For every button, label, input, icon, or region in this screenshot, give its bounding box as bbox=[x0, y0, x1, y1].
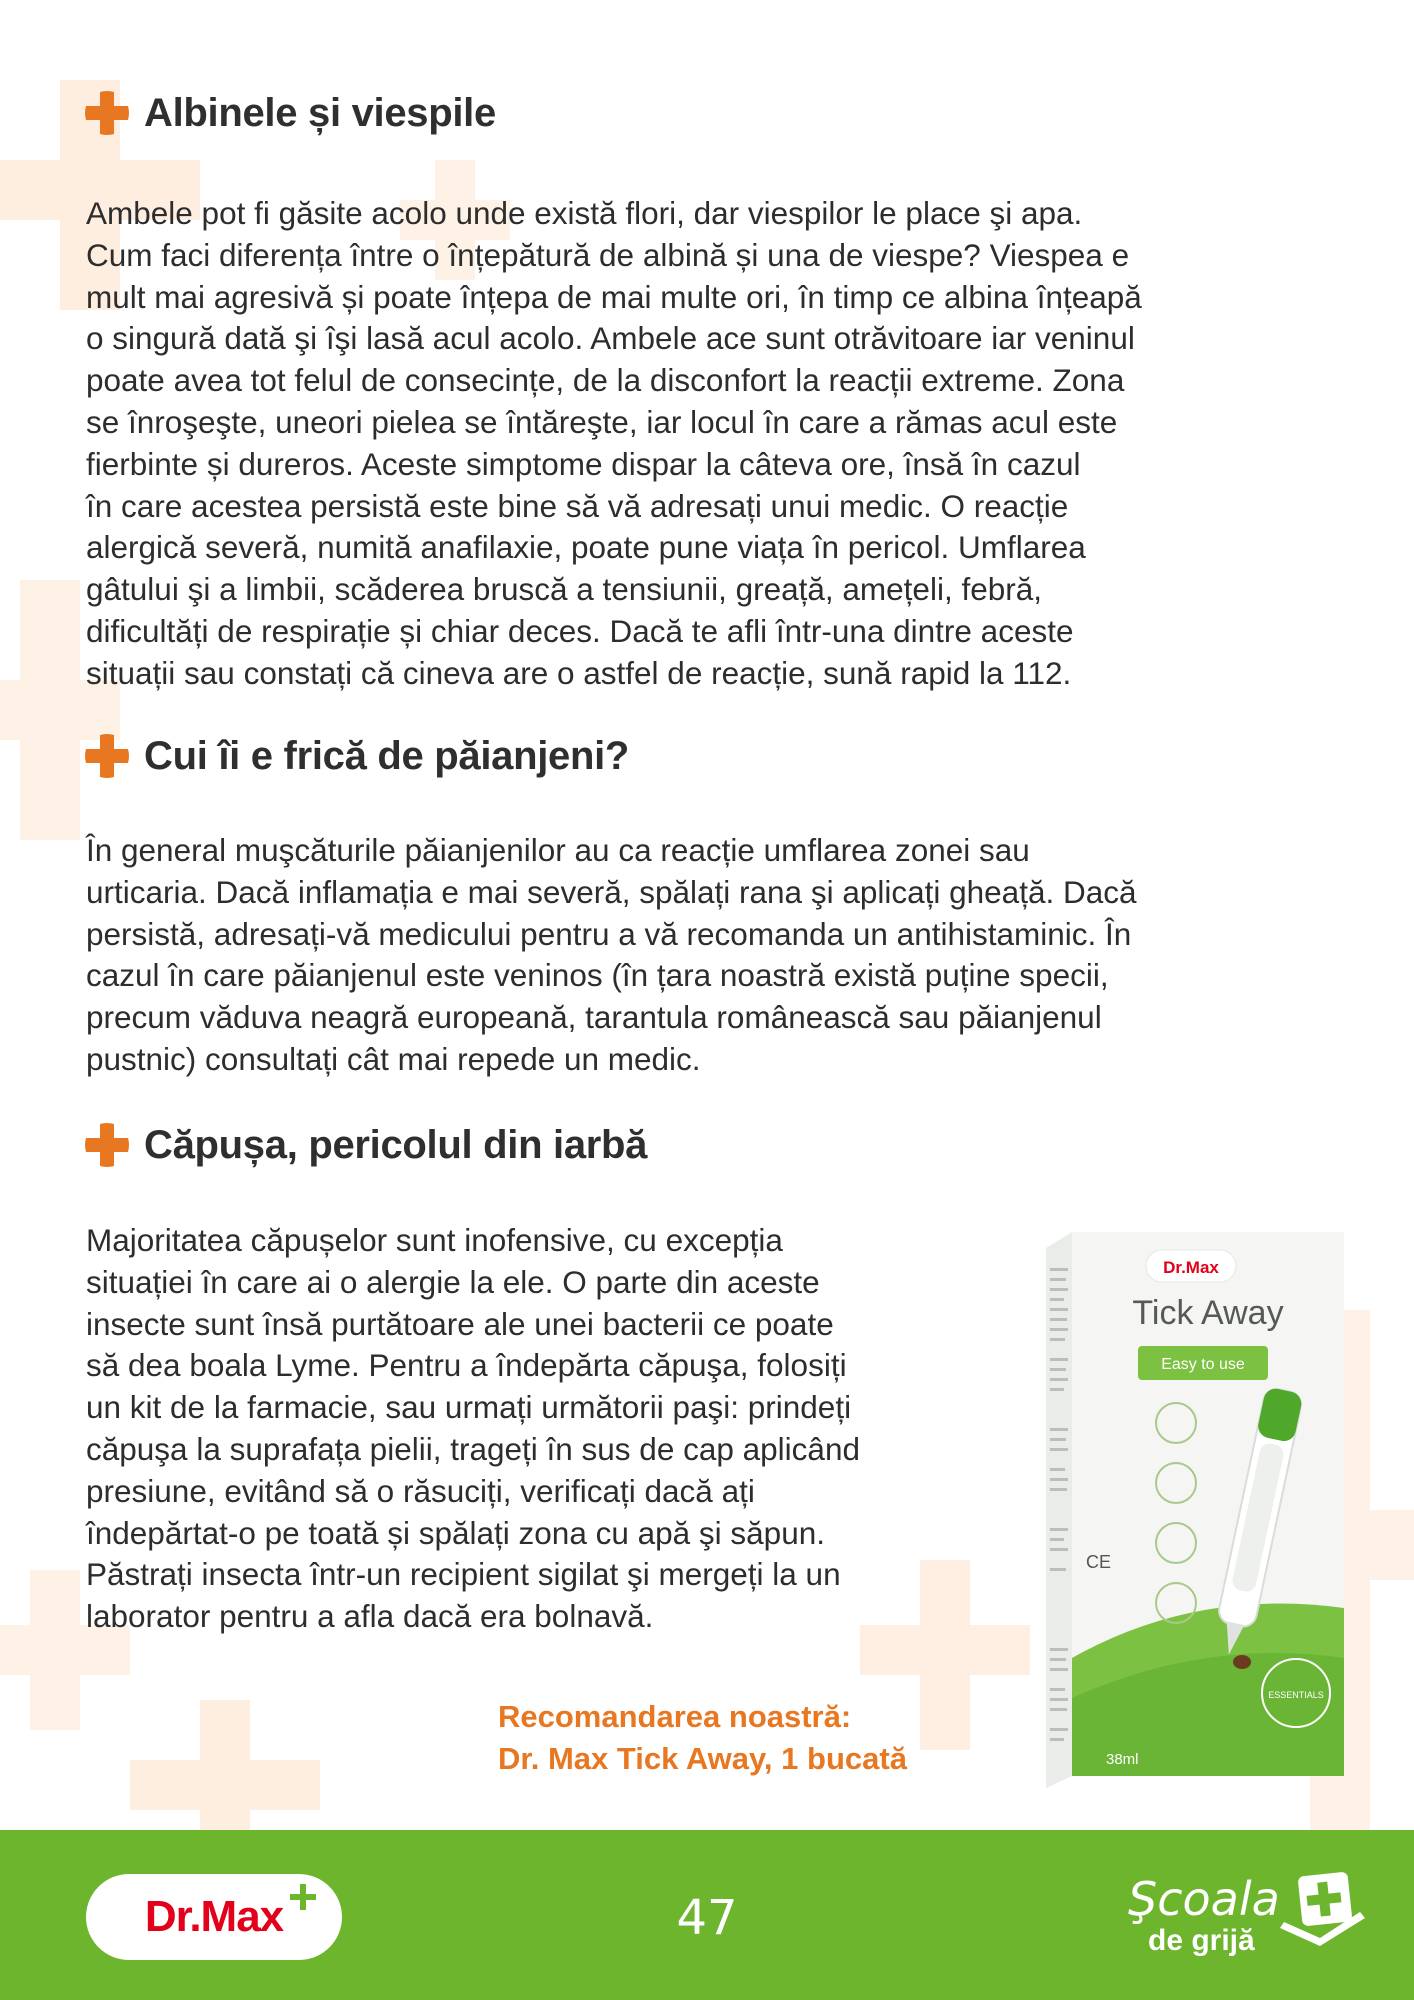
text-line: să dea boala Lyme. Pentru a îndepărta căpuşa, folosiți bbox=[86, 1347, 847, 1384]
text-line: mult mai agresivă și poate înțepa de mai multe ori, în timp ce albina înțeapă bbox=[86, 278, 1142, 315]
scoala-de-grija-logo bbox=[1094, 1864, 1374, 1974]
section-title: Căpușa, pericolul din iarbă bbox=[144, 1122, 648, 1167]
section-heading-bees bbox=[84, 90, 496, 136]
text-line: alergică severă, numită anafilaxie, poate pune viața în pericol. Umflarea bbox=[86, 529, 1086, 566]
section-heading-ticks bbox=[84, 1122, 647, 1168]
text-line: presiune, evitând să o răsuciți, verificați dacă ați bbox=[86, 1472, 755, 1509]
text-line: dificultăți de respirație și chiar deces. Dacă te afli într-una dintre aceste bbox=[86, 612, 1074, 649]
text-line: o singură dată şi îşi lasă acul acolo. Ambele ace sunt otrăvitoare iar veninul bbox=[86, 320, 1135, 357]
text-line: fierbinte și dureros. Aceste simptome dispar la câteva ore, însă în cazul bbox=[86, 445, 1081, 482]
product-box-image bbox=[1046, 1228, 1346, 1788]
text-line: urticaria. Dacă inflamația e mai severă, spălați rana şi aplicați gheață. Dacă bbox=[86, 873, 1137, 910]
ce-mark: CE bbox=[1086, 1552, 1112, 1572]
text-line: cazul în care păianjenul este veninos (în țara noastră există puține specii, bbox=[86, 957, 1109, 994]
section-heading-spiders bbox=[84, 733, 629, 779]
text-line: căpuşa la suprafața pielii, trageți în sus de cap aplicând bbox=[86, 1430, 860, 1467]
paragraph-spiders bbox=[86, 830, 1137, 1081]
footer-bar bbox=[0, 1830, 1414, 2000]
text-line: În general muşcăturile păianjenilor au ca reacție umflarea zonei sau bbox=[86, 832, 1030, 868]
product-brand: Dr.Max bbox=[1163, 1258, 1219, 1277]
text-line: Cum faci diferența între o înțepătură de albină și una de viespe? Viespea e bbox=[86, 236, 1130, 273]
text-line: laborator pentru a afla dacă era bolnavă. bbox=[86, 1598, 654, 1635]
text-line: precum văduva neagră europeană, tarantula românească sau păianjenul bbox=[86, 999, 1102, 1036]
product-name: Tick Away bbox=[1132, 1294, 1284, 1332]
page-number: 47 bbox=[676, 1890, 738, 1946]
text-line: situației în care ai o alergie la ele. O parte din aceste bbox=[86, 1263, 820, 1300]
text-line: îndepărtat-o pe toată și spălați zona cu apă şi săpun. bbox=[86, 1514, 825, 1551]
text-line: pustnic) consultați cât mai repede un medic. bbox=[86, 1040, 701, 1077]
section-title: Cui îi e frică de păianjeni? bbox=[144, 733, 630, 778]
orange-plus-icon bbox=[84, 90, 130, 136]
text-line: persistă, adresați-vă medicului pentru a vă recomanda un antihistaminic. În bbox=[86, 915, 1132, 952]
orange-plus-icon bbox=[84, 1122, 130, 1168]
text-line: se înroşeşte, uneori pielea se întăreşte, iar locul în care a rămas acul este bbox=[86, 403, 1118, 440]
text-line: situații sau constați că cineva are o astfel de reacție, sună rapid la 112. bbox=[86, 654, 1072, 691]
recommendation bbox=[498, 1696, 907, 1780]
book-plus-icon bbox=[1270, 1868, 1370, 1958]
scoala-title: Şcoala bbox=[1128, 1872, 1280, 1926]
text-line: un kit de la farmacie, sau urmați următorii paşi: prindeți bbox=[86, 1389, 852, 1426]
text-line: Ambele pot fi găsite acolo unde există flori, dar viespilor le place şi apa. bbox=[86, 195, 1083, 231]
paragraph-bees bbox=[86, 193, 1142, 695]
logo-text: Dr.Max bbox=[144, 1892, 284, 1941]
text-line: Majoritatea căpușelor sunt inofensive, cu excepția bbox=[86, 1222, 783, 1258]
paragraph-ticks bbox=[86, 1220, 860, 1638]
section-title: Albinele și viespile bbox=[144, 90, 496, 135]
text-line: insecte sunt însă purtătoare ale unei bacterii ce poate bbox=[86, 1305, 834, 1342]
orange-plus-icon bbox=[84, 733, 130, 779]
essentials-badge: ESSENTIALS bbox=[1268, 1690, 1324, 1700]
text-line: Păstrați insecta într-un recipient sigilat şi mergeți la un bbox=[86, 1556, 841, 1593]
product-tagline: Easy to use bbox=[1161, 1356, 1245, 1373]
text-line: poate avea tot felul de consecințe, de la disconfort la reacții extreme. Zona bbox=[86, 362, 1125, 399]
recommendation-label: Recomandarea noastră: bbox=[498, 1699, 852, 1734]
text-line: gâtului şi a limbii, scăderea bruscă a tensiunii, greață, amețeli, febră, bbox=[86, 571, 1042, 608]
recommendation-product: Dr. Max Tick Away, 1 bucată bbox=[498, 1741, 907, 1776]
product-volume: 38ml bbox=[1106, 1751, 1139, 1768]
text-line: în care acestea persistă este bine să vă adresați unui medic. O reacție bbox=[86, 487, 1069, 524]
scoala-subtitle: de grijă bbox=[1148, 1924, 1255, 1957]
